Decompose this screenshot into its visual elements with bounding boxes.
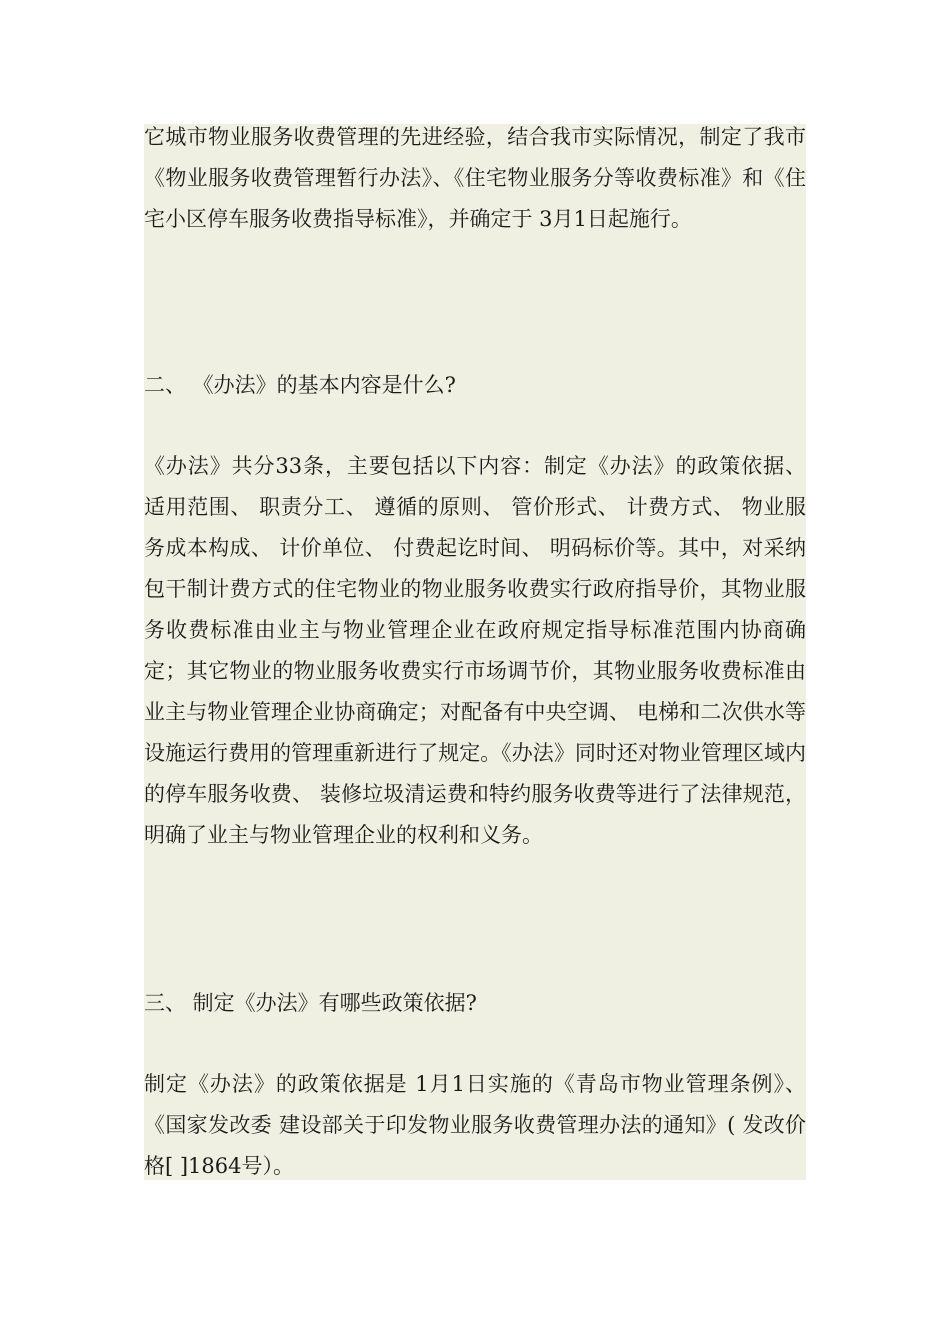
paragraph-basic-content: 《办法》共分33条，主要包括以下内容：制定《办法》的政策依据、 适用范围、 职责分工、 遵循的原则、 管价形式、 计费方式、 物业服务成本构成、 计价单位、 付费起讫时间、 明码标价等。其中，对采纳包干制计费方式的住宅物业的物业服务收费实行政府指导价，其物业服务收费标准由业主与物业管理企业在政府规定指导标准范围内协商确定；其它物业的物业服务收费实行市场调节价，其物业服务收费标准由业主与物业管理企业协商确定；对配备有中央空调、 电梯和二次供水等设施运行费用的管理重新进行了规定。《办法》同时还对物业管理区域内的停车服务收费、 装修垃圾清运费和特约服务收费等进行了法律规范，明确了业主与物业管理企业的权利和义务。 — [144, 454, 806, 847]
section-heading-3: 三、 制定《办法》有哪些政策依据? — [144, 991, 477, 1015]
section-heading-2: 二、 《办法》的基本内容是什么? — [144, 373, 456, 397]
paragraph-intro-continued: 它城市物业服务收费管理的先进经验，结合我市实际情况，制定了我市《物业服务收费管理暂行办法》、《住宅物业服务分等收费标准》和《住宅小区停车服务收费指导标准》，并确定于 3月1日起施行。 — [144, 125, 806, 231]
paragraph-policy-basis: 制定《办法》的政策依据是 1月1日实施的《青岛市物业管理条例》、《国家发改委 建设部关于印发物业服务收费管理办法的通知》( 发改价格[ ]1864号）。 — [144, 1072, 806, 1178]
